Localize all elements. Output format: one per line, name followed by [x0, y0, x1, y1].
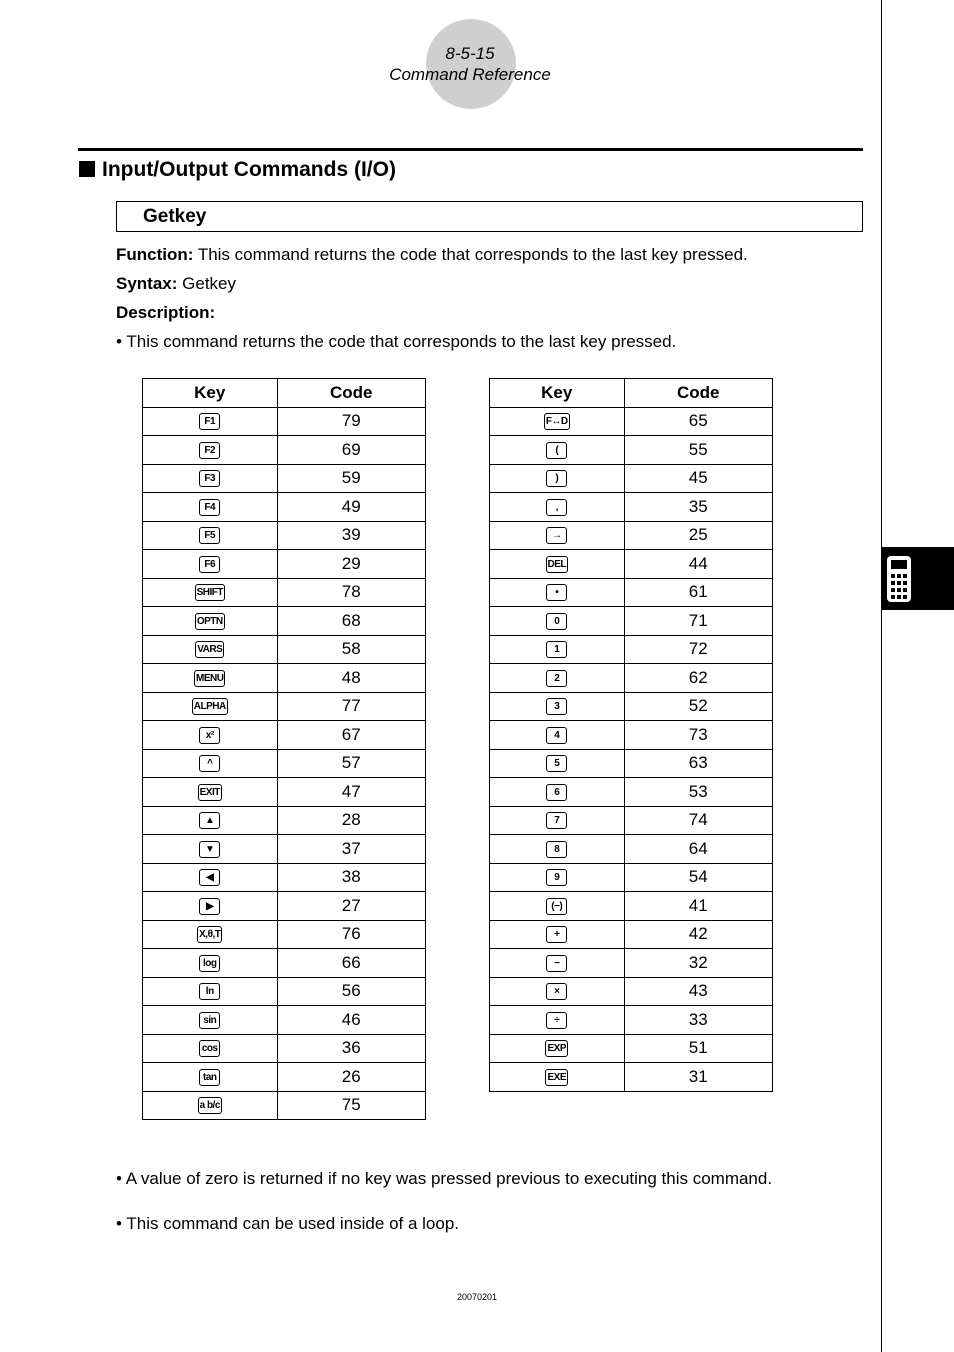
section-rule — [78, 148, 863, 151]
table-row — [143, 550, 426, 579]
key-icon: X,θ,T — [197, 926, 222, 943]
key-cell — [143, 664, 278, 693]
table-row — [490, 464, 773, 493]
key-cell — [143, 550, 278, 579]
key-cell — [490, 806, 625, 835]
table-row — [490, 749, 773, 778]
code-cell: 37 — [277, 835, 425, 864]
code-cell: 63 — [624, 749, 773, 778]
code-cell: 66 — [277, 949, 425, 978]
key-icon: F1 — [199, 413, 220, 430]
key-icon: sin — [199, 1012, 220, 1029]
code-cell: 69 — [277, 436, 425, 465]
code-cell: 32 — [624, 949, 773, 978]
table-row — [490, 721, 773, 750]
code-cell: 58 — [277, 635, 425, 664]
code-cell: 65 — [624, 407, 773, 436]
page-subtitle: Command Reference — [389, 65, 551, 84]
footer-date: 20070201 — [456, 1292, 498, 1302]
code-cell: 57 — [277, 749, 425, 778]
key-cell — [490, 664, 625, 693]
code-cell: 67 — [277, 721, 425, 750]
key-cell — [490, 550, 625, 579]
function-label: Function: — [116, 245, 194, 264]
key-icon: ln — [199, 983, 220, 1000]
page-number-badge — [426, 19, 516, 109]
code-cell: 47 — [277, 778, 425, 807]
key-cell — [143, 721, 278, 750]
table-row — [143, 493, 426, 522]
code-cell: 75 — [277, 1091, 425, 1120]
command-name: Getkey — [143, 206, 207, 227]
key-cell — [143, 692, 278, 721]
table-row — [490, 1006, 773, 1035]
key-icon: 3 — [546, 698, 567, 715]
key-icon: ▼ — [199, 841, 220, 858]
code-cell: 29 — [277, 550, 425, 579]
table-row — [490, 607, 773, 636]
key-cell — [490, 949, 625, 978]
table-row — [490, 578, 773, 607]
key-icon: • — [546, 584, 567, 601]
key-icon: (−) — [546, 898, 567, 915]
code-cell: 72 — [624, 635, 773, 664]
table-row — [143, 1006, 426, 1035]
code-cell: 62 — [624, 664, 773, 693]
table-row — [490, 778, 773, 807]
code-cell: 45 — [624, 464, 773, 493]
table-row — [490, 1063, 773, 1092]
key-cell — [490, 607, 625, 636]
code-cell: 38 — [277, 863, 425, 892]
syntax-line — [116, 274, 236, 294]
table-row — [143, 835, 426, 864]
function-line — [116, 245, 748, 265]
key-icon: ALPHA — [192, 698, 228, 715]
key-cell — [490, 863, 625, 892]
key-icon: SHIFT — [195, 584, 225, 601]
bullet-3: • This command can be used inside of a loop. — [116, 1214, 460, 1233]
code-cell: 68 — [277, 607, 425, 636]
table-row — [143, 578, 426, 607]
code-cell: 43 — [624, 977, 773, 1006]
table-row — [490, 835, 773, 864]
key-icon: cos — [199, 1040, 220, 1057]
key-icon: ^ — [199, 755, 220, 772]
square-bullet-icon — [79, 161, 95, 177]
key-cell — [143, 493, 278, 522]
key-cell — [490, 407, 625, 436]
key-cell — [143, 521, 278, 550]
key-cell — [490, 521, 625, 550]
table-row — [143, 692, 426, 721]
key-icon: log — [199, 955, 220, 972]
code-cell: 42 — [624, 920, 773, 949]
key-cell — [490, 464, 625, 493]
key-icon: 5 — [546, 755, 567, 772]
table-row — [143, 778, 426, 807]
code-cell: 54 — [624, 863, 773, 892]
code-cell: 27 — [277, 892, 425, 921]
key-icon: F3 — [199, 470, 220, 487]
chapter-tab — [882, 547, 954, 610]
table-row — [143, 607, 426, 636]
key-icon: 1 — [546, 641, 567, 658]
table-row — [490, 1034, 773, 1063]
key-icon: 0 — [546, 613, 567, 630]
code-cell: 52 — [624, 692, 773, 721]
key-icon: F↔D — [544, 413, 570, 430]
description-line — [116, 303, 215, 323]
table-row — [143, 635, 426, 664]
key-cell — [490, 436, 625, 465]
page-number: 8-5-15 — [445, 44, 495, 63]
key-icon: a b/c — [198, 1097, 222, 1114]
table-row — [490, 863, 773, 892]
key-cell — [143, 806, 278, 835]
calculator-icon — [886, 555, 912, 603]
function-text: This command returns the code that corresponds to the last key pressed. — [193, 245, 748, 264]
key-header: Key — [143, 379, 278, 408]
key-cell — [143, 578, 278, 607]
key-cell — [143, 407, 278, 436]
code-cell: 55 — [624, 436, 773, 465]
command-name-box — [116, 201, 863, 232]
key-cell — [143, 949, 278, 978]
key-cell — [490, 493, 625, 522]
table-row — [490, 977, 773, 1006]
code-cell: 56 — [277, 977, 425, 1006]
table-row — [143, 806, 426, 835]
table-row — [490, 949, 773, 978]
table-row — [490, 550, 773, 579]
table-row — [143, 1091, 426, 1120]
code-cell: 77 — [277, 692, 425, 721]
key-cell — [490, 749, 625, 778]
key-cell — [490, 1006, 625, 1035]
key-code-table-right — [489, 378, 773, 1092]
code-header: Code — [277, 379, 425, 408]
bullet-1: • This command returns the code that corresponds to the last key pressed. — [116, 332, 677, 351]
table-row — [490, 436, 773, 465]
table-row — [143, 949, 426, 978]
key-cell — [143, 1091, 278, 1120]
table-row — [143, 1034, 426, 1063]
key-code-table-left — [142, 378, 426, 1120]
code-cell: 31 — [624, 1063, 773, 1092]
code-cell: 25 — [624, 521, 773, 550]
key-icon: F5 — [199, 527, 220, 544]
key-icon: 7 — [546, 812, 567, 829]
key-icon: EXP — [545, 1040, 568, 1057]
key-icon: DEL — [546, 556, 569, 573]
key-icon: 8 — [546, 841, 567, 858]
key-icon: ) — [546, 470, 567, 487]
code-cell: 59 — [277, 464, 425, 493]
code-header: Code — [624, 379, 773, 408]
right-margin-rule — [881, 0, 882, 1352]
code-cell: 74 — [624, 806, 773, 835]
key-icon: − — [546, 955, 567, 972]
key-cell — [490, 635, 625, 664]
table-row — [490, 664, 773, 693]
key-icon: × — [546, 983, 567, 1000]
key-icon: 2 — [546, 670, 567, 687]
key-icon: OPTN — [195, 613, 225, 630]
code-cell: 61 — [624, 578, 773, 607]
key-icon: 9 — [546, 869, 567, 886]
code-cell: 36 — [277, 1034, 425, 1063]
table-row — [143, 407, 426, 436]
code-cell: 53 — [624, 778, 773, 807]
table-row — [490, 806, 773, 835]
key-cell — [490, 1034, 625, 1063]
table-row — [143, 749, 426, 778]
key-icon: 6 — [546, 784, 567, 801]
key-cell — [143, 749, 278, 778]
key-cell — [143, 920, 278, 949]
code-cell: 76 — [277, 920, 425, 949]
key-icon: ▲ — [199, 812, 220, 829]
bullet-2: • A value of zero is returned if no key was pressed previous to executing this command. — [116, 1169, 773, 1188]
key-cell — [490, 578, 625, 607]
key-icon: ÷ — [546, 1012, 567, 1029]
key-cell — [490, 920, 625, 949]
section-title: Input/Output Commands (I/O) — [102, 158, 396, 181]
key-cell — [143, 1006, 278, 1035]
key-cell — [143, 607, 278, 636]
description-label: Description: — [116, 303, 216, 322]
table-row — [143, 521, 426, 550]
key-icon: VARS — [195, 641, 224, 658]
key-icon: ▶ — [199, 898, 220, 915]
key-icon: F2 — [199, 442, 220, 459]
section-heading — [79, 158, 396, 182]
key-cell — [143, 464, 278, 493]
code-cell: 39 — [277, 521, 425, 550]
table-row — [143, 977, 426, 1006]
code-cell: 35 — [624, 493, 773, 522]
key-icon: EXE — [545, 1069, 568, 1086]
table-row — [143, 920, 426, 949]
key-cell — [490, 892, 625, 921]
table-row — [143, 892, 426, 921]
key-cell — [143, 835, 278, 864]
key-icon: MENU — [194, 670, 225, 687]
key-cell — [143, 1063, 278, 1092]
code-cell: 73 — [624, 721, 773, 750]
key-cell — [143, 778, 278, 807]
key-cell — [490, 1063, 625, 1092]
table-row — [143, 1063, 426, 1092]
code-cell: 41 — [624, 892, 773, 921]
table-row — [143, 721, 426, 750]
table-row — [490, 635, 773, 664]
code-cell: 28 — [277, 806, 425, 835]
code-cell: 44 — [624, 550, 773, 579]
code-cell: 33 — [624, 1006, 773, 1035]
code-cell: 49 — [277, 493, 425, 522]
key-cell — [143, 1034, 278, 1063]
code-cell: 51 — [624, 1034, 773, 1063]
key-cell — [143, 977, 278, 1006]
table-row — [490, 493, 773, 522]
table-row — [490, 920, 773, 949]
key-icon: F6 — [199, 556, 220, 573]
syntax-label: Syntax: — [116, 274, 178, 293]
table-row — [490, 692, 773, 721]
table-row — [143, 436, 426, 465]
key-cell — [490, 692, 625, 721]
key-cell — [490, 721, 625, 750]
key-icon: → — [546, 527, 567, 544]
code-cell: 46 — [277, 1006, 425, 1035]
code-cell: 64 — [624, 835, 773, 864]
key-icon: ( — [546, 442, 567, 459]
table-row — [143, 464, 426, 493]
key-icon: 4 — [546, 727, 567, 744]
code-cell: 48 — [277, 664, 425, 693]
key-icon: F4 — [199, 499, 220, 516]
key-cell — [143, 863, 278, 892]
key-header: Key — [490, 379, 625, 408]
code-cell: 71 — [624, 607, 773, 636]
table-row — [143, 664, 426, 693]
code-cell: 79 — [277, 407, 425, 436]
key-icon: , — [546, 499, 567, 516]
key-icon: + — [546, 926, 567, 943]
key-cell — [143, 892, 278, 921]
code-cell: 78 — [277, 578, 425, 607]
key-icon: ◀ — [199, 869, 220, 886]
table-row — [490, 892, 773, 921]
key-cell — [143, 635, 278, 664]
key-cell — [490, 835, 625, 864]
table-row — [490, 521, 773, 550]
key-icon: EXIT — [198, 784, 222, 801]
table-row — [490, 407, 773, 436]
key-icon: x² — [199, 727, 220, 744]
key-cell — [490, 977, 625, 1006]
table-row — [143, 863, 426, 892]
syntax-text: Getkey — [177, 274, 237, 293]
key-cell — [490, 778, 625, 807]
key-cell — [143, 436, 278, 465]
key-icon: tan — [199, 1069, 220, 1086]
code-cell: 26 — [277, 1063, 425, 1092]
